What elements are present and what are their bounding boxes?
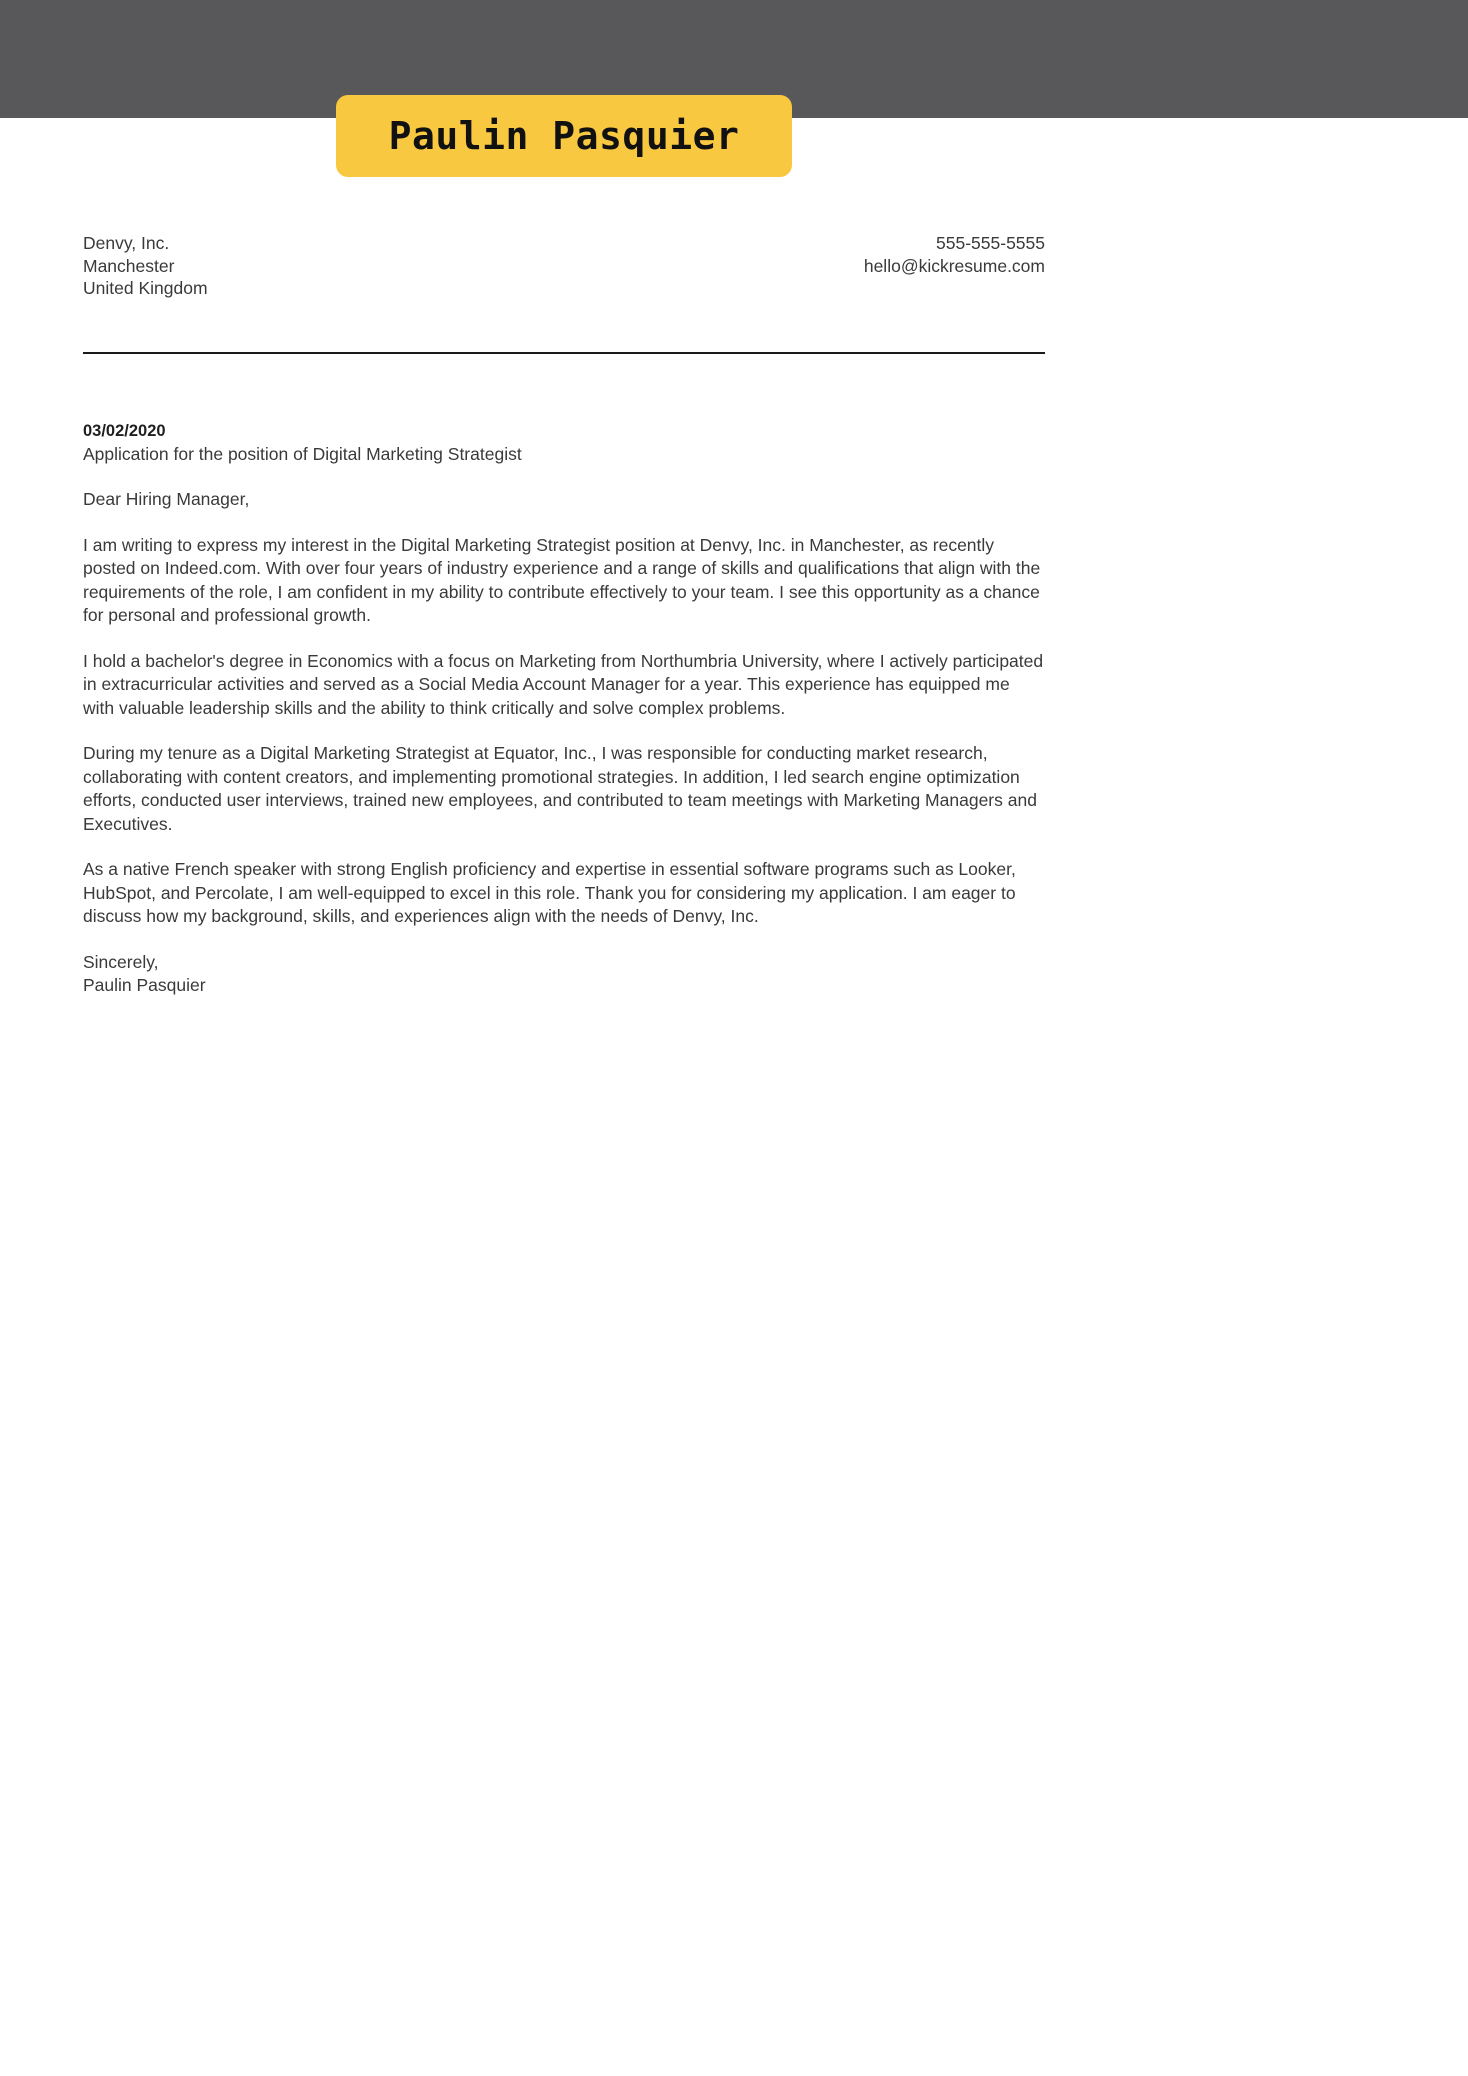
- letter-paragraph: I am writing to express my interest in the Digital Marketing Strategist position at Denvy, Inc. in Manchester, as recently posted on Indeed.com. With over four years of industry experience and a range of skills and qualifications that align with the requirements of the role, I am confident in my ability to contribute effectively to your team. I see this opportunity as a chance for personal and professional growth.: [83, 534, 1041, 625]
- letter-paragraph: I hold a bachelor's degree in Economics with a focus on Marketing from Northumbria University, where I actively participated in extracurricular activities and served as a Social Media Account Manager for a year. This experience has equipped me with valuable leadership skills and the ability to think critically and solve complex problems.: [83, 650, 1044, 718]
- sender-phone: 555-555-5555: [936, 233, 1045, 253]
- letter-closing-block: [83, 951, 1045, 998]
- letter-body: [83, 420, 1045, 998]
- letter-subject: Application for the position of Digital Marketing Strategist: [83, 444, 522, 464]
- recipient-country: United Kingdom: [83, 278, 208, 298]
- contact-row: [83, 232, 1045, 300]
- sender-email: hello@kickresume.com: [863, 255, 1045, 276]
- letter-date: 03/02/2020: [83, 422, 166, 440]
- recipient-company: Denvy, Inc.: [83, 233, 170, 253]
- name-banner: [336, 95, 792, 177]
- letter-paragraph: During my tenure as a Digital Marketing Strategist at Equator, Inc., I was responsible for conducting market research, collaborating with content creators, and implementing promotional strategies. In addition, I led search engine optimization efforts, conducted user interviews, trained new employees, and contributed to team meetings with Marketing Managers and Executives.: [83, 743, 1037, 834]
- applicant-name: Paulin Pasquier: [388, 114, 740, 158]
- recipient-address-block: [83, 232, 208, 300]
- closing-salutation: Sincerely,: [83, 951, 159, 972]
- sender-contact-block: [864, 232, 1045, 277]
- letter-paragraph: As a native French speaker with strong English proficiency and expertise in essential software programs such as Looker, HubSpot, and Percolate, I am well-equipped to excel in this role. Thank you for considering my application. I am eager to discuss how my background, skills, and experiences align with the needs of Denvy, Inc.: [83, 859, 1016, 926]
- letter-salutation: Dear Hiring Manager,: [83, 489, 250, 509]
- header-divider-rule: [83, 352, 1045, 354]
- signature-name: Paulin Pasquier: [83, 975, 206, 995]
- recipient-city: Manchester: [83, 255, 175, 276]
